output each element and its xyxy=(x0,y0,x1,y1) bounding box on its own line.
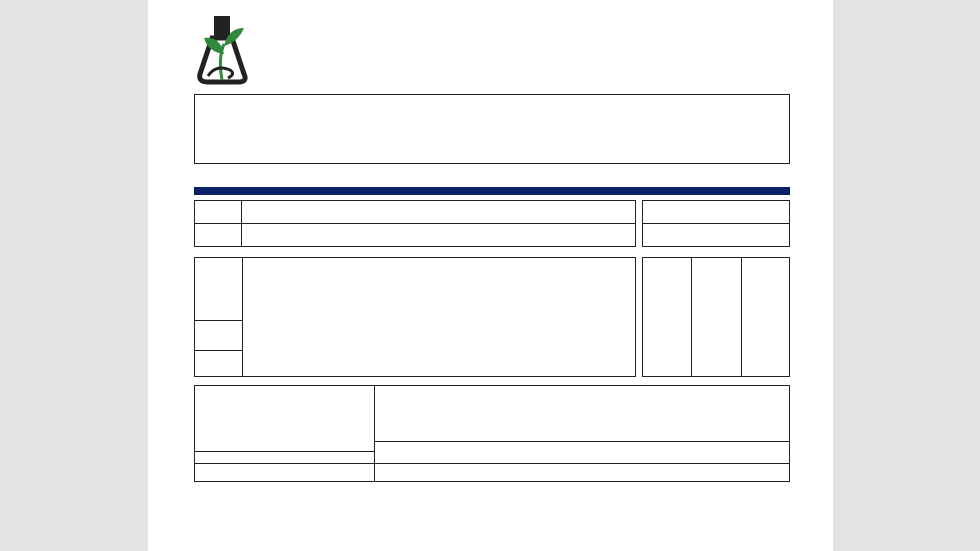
nutrient-value-row xyxy=(242,224,636,247)
kmg-ratio xyxy=(400,446,406,455)
lime xyxy=(379,468,385,477)
sample-info-box xyxy=(194,94,790,164)
soil-quality-indicators xyxy=(643,258,789,376)
nutrient-bars xyxy=(243,258,635,376)
ns-ratio xyxy=(552,446,560,455)
moisture xyxy=(586,468,592,477)
soil-quality-value-row xyxy=(642,224,790,247)
cn-ratio xyxy=(698,446,708,455)
soil-quality-header-row xyxy=(642,200,790,223)
flask-leaf-icon xyxy=(194,14,250,86)
lab-logo xyxy=(194,14,250,86)
report-page xyxy=(148,0,833,551)
nutrient-table-blank-cell xyxy=(194,200,242,247)
buffer-ph xyxy=(474,468,482,477)
density xyxy=(691,468,695,477)
nutrient-header-row xyxy=(242,200,636,223)
base-saturation-labels xyxy=(528,391,594,403)
section-divider-bar xyxy=(194,187,790,195)
additional-results-box xyxy=(194,385,790,482)
